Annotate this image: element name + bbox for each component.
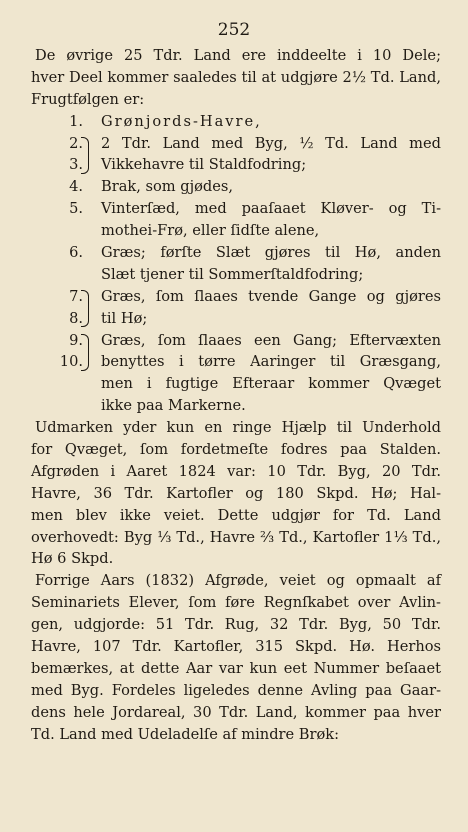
item-number: 8. — [69, 309, 83, 327]
list-item — [31, 308, 441, 330]
item-number: 6. — [69, 244, 83, 262]
text-line: Frugtfølgen er: — [31, 90, 145, 108]
text-line: De øvrige 25 Tdr. Land ere inddeelte i 10 Dele; — [35, 47, 441, 64]
item-text: Græs, ſom ſlaaes een Gang; Eftervæxten — [101, 331, 441, 349]
item-number: 1. — [69, 112, 83, 130]
text-line: dens hele Jordareal, 30 Tdr. Land, kommer paa hver — [31, 703, 441, 721]
item-text: benyttes i tørre Aaringer til Græsgang, — [101, 353, 441, 371]
item-text: mothei-Frø, eller ſidſte alene, — [101, 222, 320, 240]
text-line: gen, udgjorde: 51 Tdr. Rug, 32 Tdr. Byg, 50 Tdr. — [31, 616, 441, 634]
item-text: Græs, ſom ſlaaes tvende Gange og gjøres — [101, 287, 441, 305]
list-item — [31, 373, 441, 395]
text-line: Havre, 36 Tdr. Kartofler og 180 Skpd. Hø; Hal- — [31, 484, 441, 502]
text-line: hver Deel kommer saaledes til at udgjøre 2½ Td. Land, — [31, 68, 441, 86]
item-text: Græs; førſte Slæt gjøres til Hø, anden — [101, 244, 441, 262]
list-item — [31, 220, 441, 242]
item-text: Vikkehavre til Staldfodring; — [101, 156, 307, 174]
item-number: 10. — [59, 353, 83, 371]
item-number: 9. — [69, 331, 83, 349]
item-number: 7. — [69, 287, 83, 305]
item-text: men i fugtige Efteraar kommer Qvæget — [101, 375, 441, 393]
text-line: overhovedt: Byg ⅓ Td., Havre ⅔ Td., Kartofler 1⅓ Td., — [31, 528, 441, 546]
text-line: for Qvæget, ſom fordetmeſte fodres paa Stalden. — [31, 441, 441, 459]
list-item — [31, 176, 441, 198]
list-item — [31, 242, 441, 264]
item-number: 2. — [69, 134, 83, 152]
list-item — [31, 351, 441, 373]
item-text: 2 Tdr. Land med Byg, ½ Td. Land med — [101, 134, 441, 152]
list-item — [31, 286, 441, 308]
list-item — [31, 154, 441, 176]
item-text: Slæt tjener til Sommerſtaldfodring; — [101, 265, 364, 283]
text-line: Afgrøden i Aaret 1824 var: 10 Tdr. Byg, 20 Tdr. — [31, 462, 441, 480]
list-item — [31, 133, 441, 155]
list-item — [31, 395, 441, 417]
text-line: Seminariets Elever, ſom føre Regnſkabet over Avlin- — [31, 594, 441, 612]
item-text: til Hø; — [101, 309, 148, 327]
text-line: Hø 6 Skpd. — [31, 550, 114, 568]
item-number: 5. — [69, 200, 83, 218]
text-line: Havre, 107 Tdr. Kartofler, 315 Skpd. Hø. Herhos — [31, 638, 441, 656]
text-line: bemærkes, at dette Aar var kun eet Nummer beſaaet — [31, 659, 441, 677]
list-item — [31, 330, 441, 352]
text-line: Forrige Aars (1832) Afgrøde, veiet og opmaalt af — [35, 572, 441, 590]
item-text: ikke paa Markerne. — [101, 397, 246, 415]
page-number: 252 — [217, 20, 251, 40]
page-body — [31, 45, 441, 746]
list-item — [31, 198, 441, 220]
text-line: men blev ikke veiet. Dette udgjør for Td. Land — [31, 506, 441, 524]
text-line: med Byg. Fordeles ligeledes denne Avling paa Gaar- — [31, 681, 441, 699]
item-text: Brak, som gjødes, — [101, 178, 234, 196]
list-item — [31, 111, 441, 133]
text-line: Udmarken yder kun en ringe Hjælp til Underhold — [35, 419, 441, 437]
text-line: Td. Land med Udeladelſe af mindre Brøk: — [31, 725, 340, 743]
item-number: 3. — [69, 156, 83, 174]
item-text: Vinterſæd, med paaſaaet Kløver- og Ti- — [101, 200, 441, 218]
item-number: 4. — [69, 178, 83, 196]
list-item — [31, 264, 441, 286]
item-text: Grønjords-Havre, — [101, 112, 262, 130]
